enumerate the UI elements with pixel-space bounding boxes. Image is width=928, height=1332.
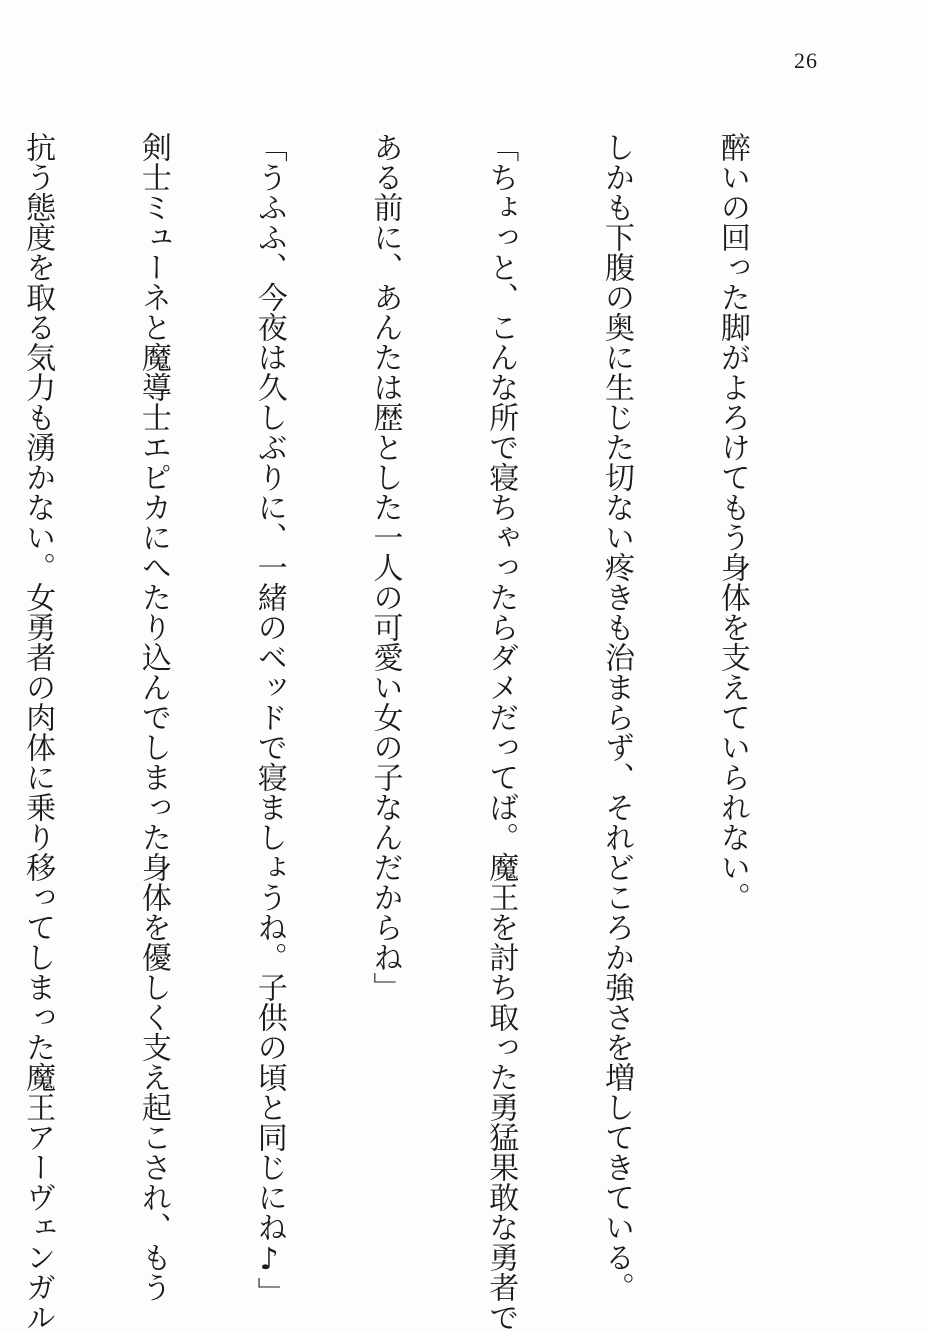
text-line: ある前に、あんたは歴とした一人の可愛い女の子なんだからね」 <box>367 132 403 1002</box>
text-line: しかも下腹の奥に生じた切ない疼きも治まらず、それどころか強さを増してきている。 <box>599 132 635 1302</box>
page-number: 26 <box>794 48 818 73</box>
text-line: 抗う態度を取る気力も湧かない。女勇者の肉体に乗り移ってしまった魔王アーヴェンガル <box>20 132 56 1332</box>
text-line: 「ちょっと、こんな所で寝ちゃったらダメだってば。魔王を討ち取った勇猛果敢な勇者で <box>483 132 519 1332</box>
text-line: 剣士ミューネと魔導士エピカにへたり込んでしまった身体を優しく支え起こされ、もう <box>135 132 171 1302</box>
body-text <box>0 132 828 1332</box>
text-line: 「うふふ、今夜は久しぶりに、一緒のベッドで寝ましょうね。子供の頃と同じにね♪」 <box>251 132 287 1307</box>
text-line: 醉いの回った脚がよろけてもう身体を支えていられない。 <box>714 132 750 912</box>
